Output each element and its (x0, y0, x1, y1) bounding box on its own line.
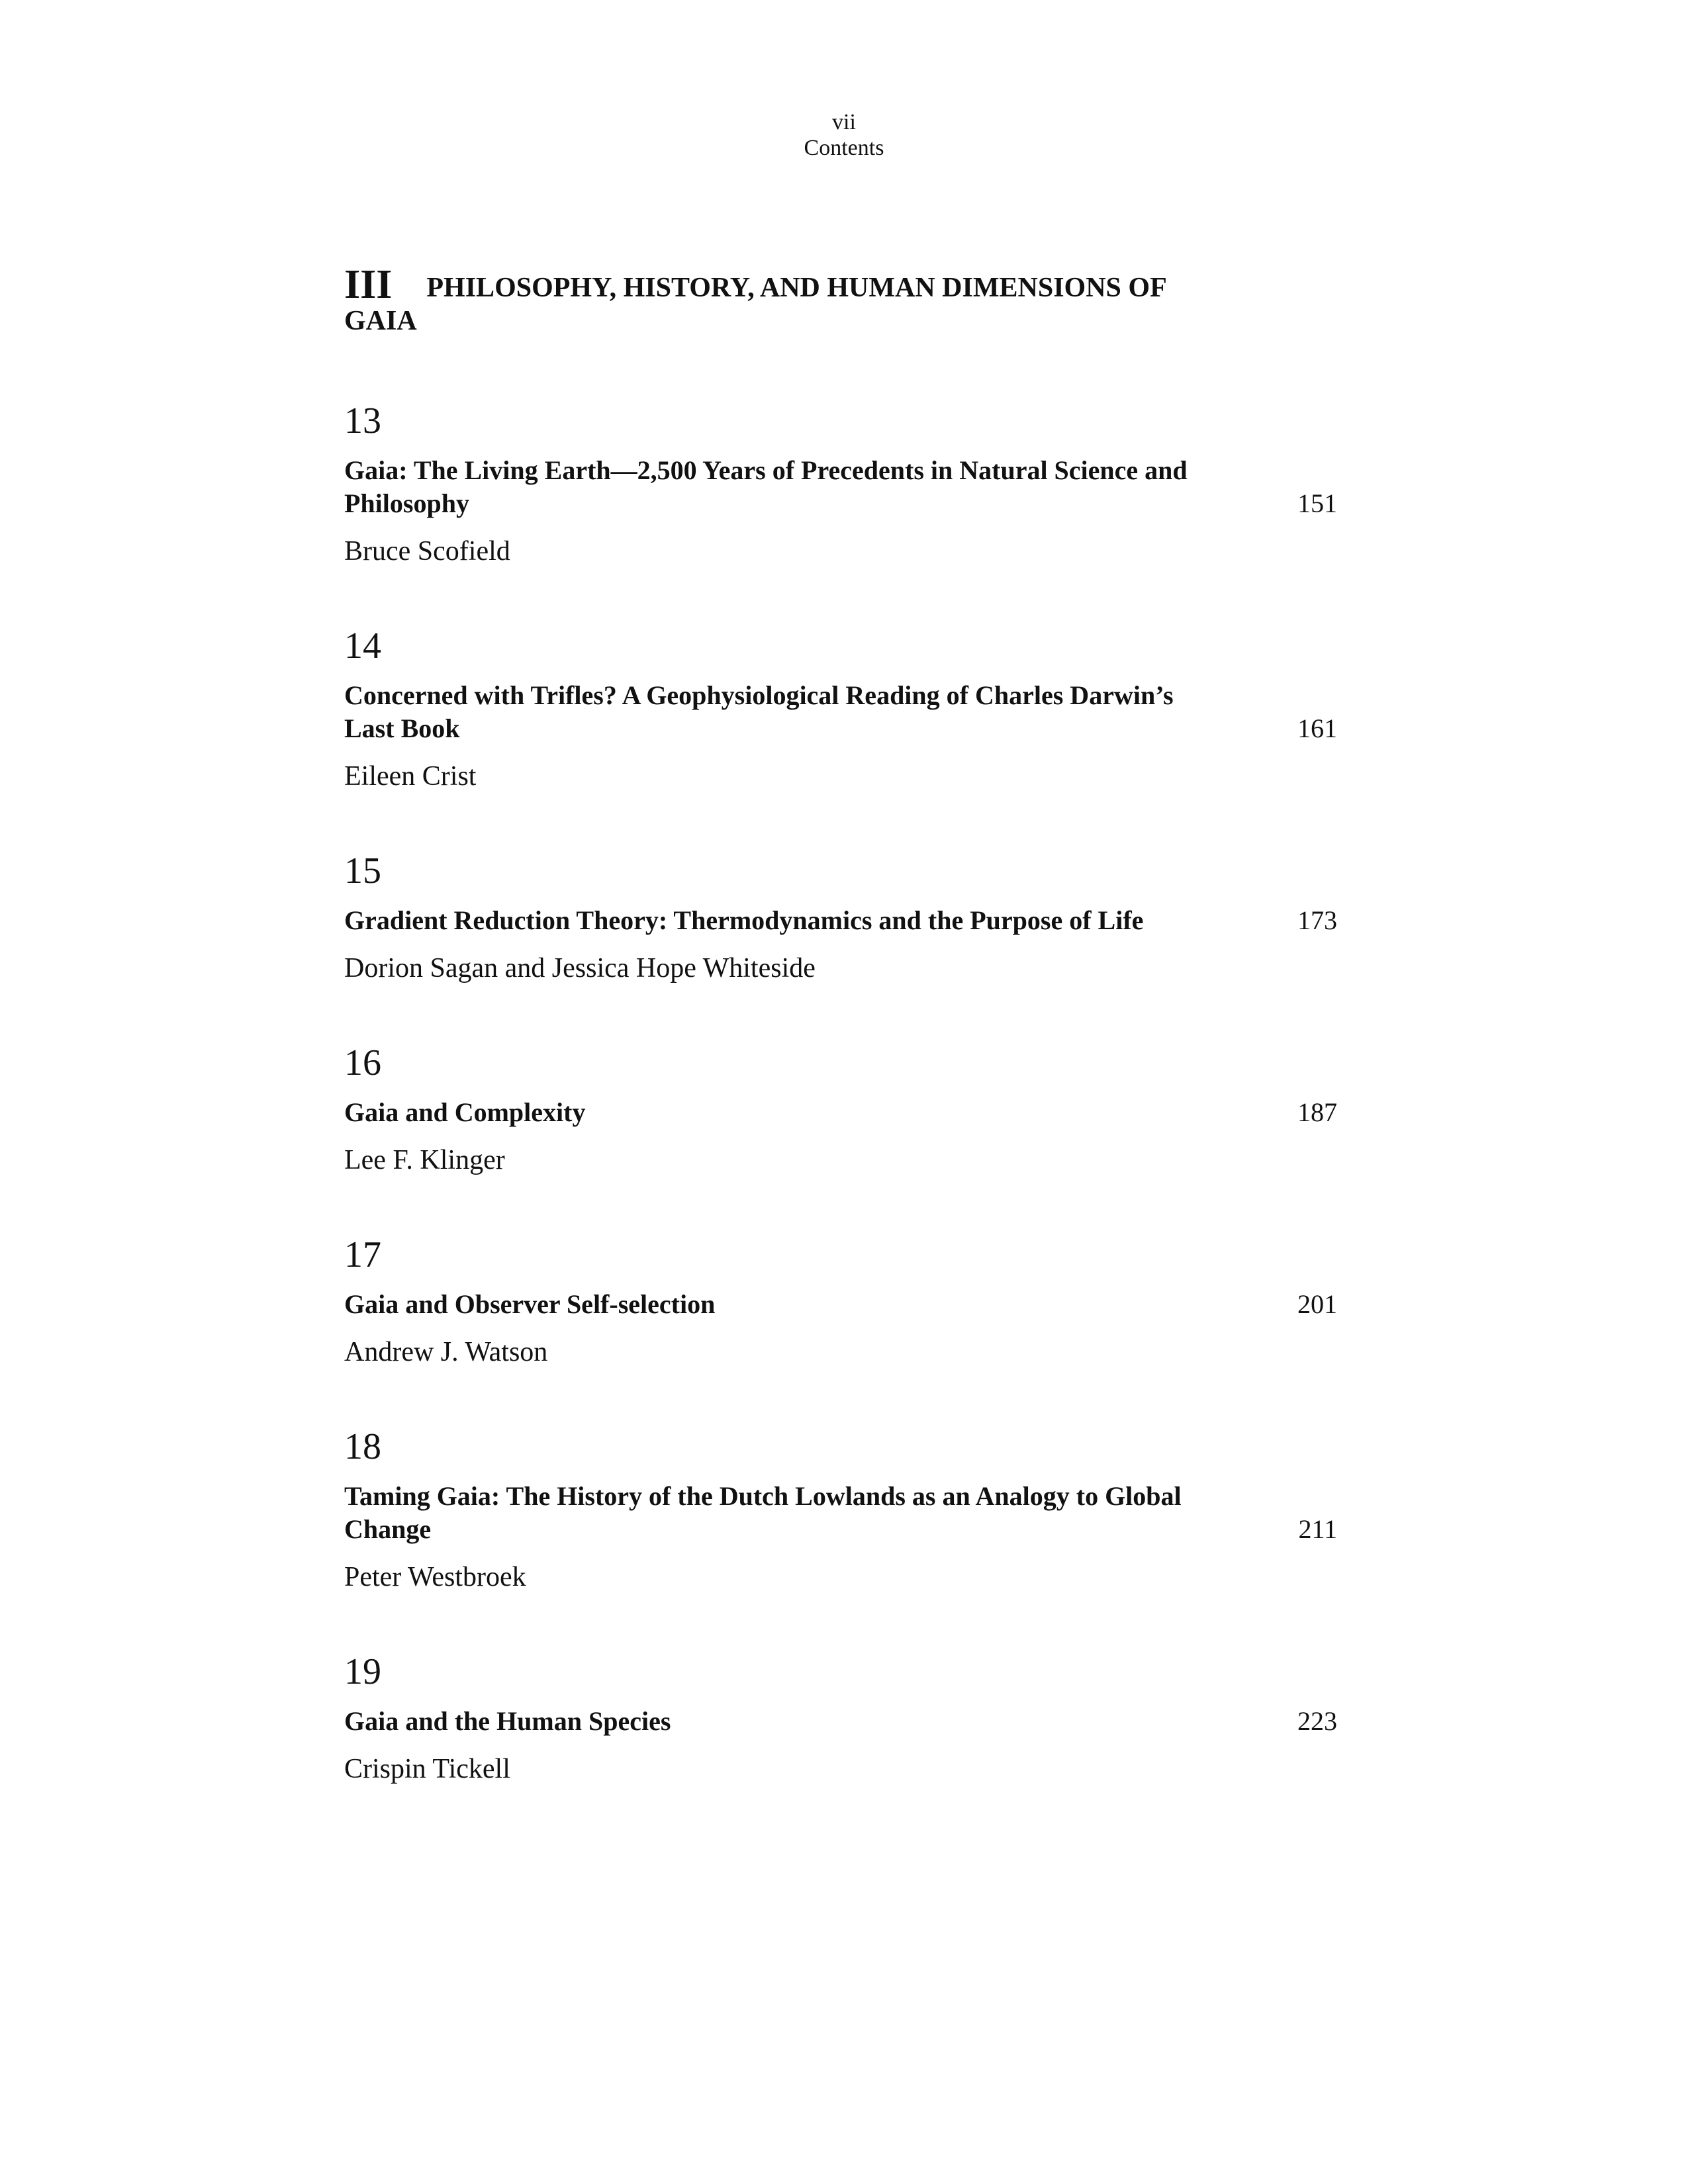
part-numeral: III (344, 262, 393, 307)
chapter-number: 14 (344, 625, 381, 666)
page-reference: 187 (1297, 1097, 1337, 1127)
chapter-author: Dorion Sagan and Jessica Hope Whiteside (344, 953, 816, 983)
page-reference: 201 (1297, 1289, 1337, 1319)
toc-entry-17[interactable] (344, 1236, 1337, 1369)
chapter-number: 19 (344, 1651, 381, 1692)
page-reference: 173 (1297, 905, 1337, 935)
chapter-author: Andrew J. Watson (344, 1337, 548, 1367)
part-heading (344, 262, 1231, 338)
chapter-title[interactable]: Gaia and the Human Species (344, 1706, 671, 1736)
chapter-number: 16 (344, 1042, 381, 1083)
toc-entry-19[interactable] (344, 1653, 1337, 1786)
chapter-title[interactable]: Gaia: The Living Earth—2,500 Years of Precedents in Natural Science and Philosophy (344, 455, 1188, 518)
toc-entry-18[interactable] (344, 1428, 1337, 1594)
chapter-author: Eileen Crist (344, 761, 477, 792)
chapter-title[interactable]: Gaia and Observer Self-selection (344, 1289, 716, 1319)
chapter-number: 17 (344, 1234, 381, 1275)
chapter-title[interactable]: Gradient Reduction Theory: Thermodynamics and the Purpose of Life (344, 905, 1144, 935)
toc-entry-15[interactable] (344, 852, 1337, 985)
toc-entry-13[interactable] (344, 402, 1337, 568)
part-title: PHILOSOPHY, HISTORY, AND HUMAN DIMENSIONS OF GAIA (344, 273, 1166, 336)
running-title: Contents (804, 136, 884, 160)
page-reference: 223 (1297, 1706, 1337, 1736)
page-reference: 161 (1297, 713, 1337, 743)
chapter-title[interactable]: Taming Gaia: The History of the Dutch Lowlands as an Analogy to Global Change (344, 1481, 1182, 1544)
chapter-author: Peter Westbroek (344, 1562, 526, 1592)
chapter-author: Bruce Scofield (344, 536, 510, 567)
chapter-title[interactable]: Concerned with Trifles? A Geophysiological Reading of Charles Darwin’s Last Book (344, 680, 1174, 743)
page-reference: 151 (1297, 488, 1337, 518)
chapter-author: Crispin Tickell (344, 1754, 510, 1784)
page-number: vii (832, 110, 856, 134)
chapter-number: 18 (344, 1426, 381, 1467)
chapter-number: 15 (344, 850, 381, 891)
page-reference: 211 (1298, 1514, 1337, 1544)
toc-entry-14[interactable] (344, 627, 1337, 793)
chapter-number: 13 (344, 400, 381, 441)
chapter-author: Lee F. Klinger (344, 1145, 505, 1175)
chapter-title[interactable]: Gaia and Complexity (344, 1097, 586, 1127)
toc-entry-16[interactable] (344, 1044, 1337, 1177)
